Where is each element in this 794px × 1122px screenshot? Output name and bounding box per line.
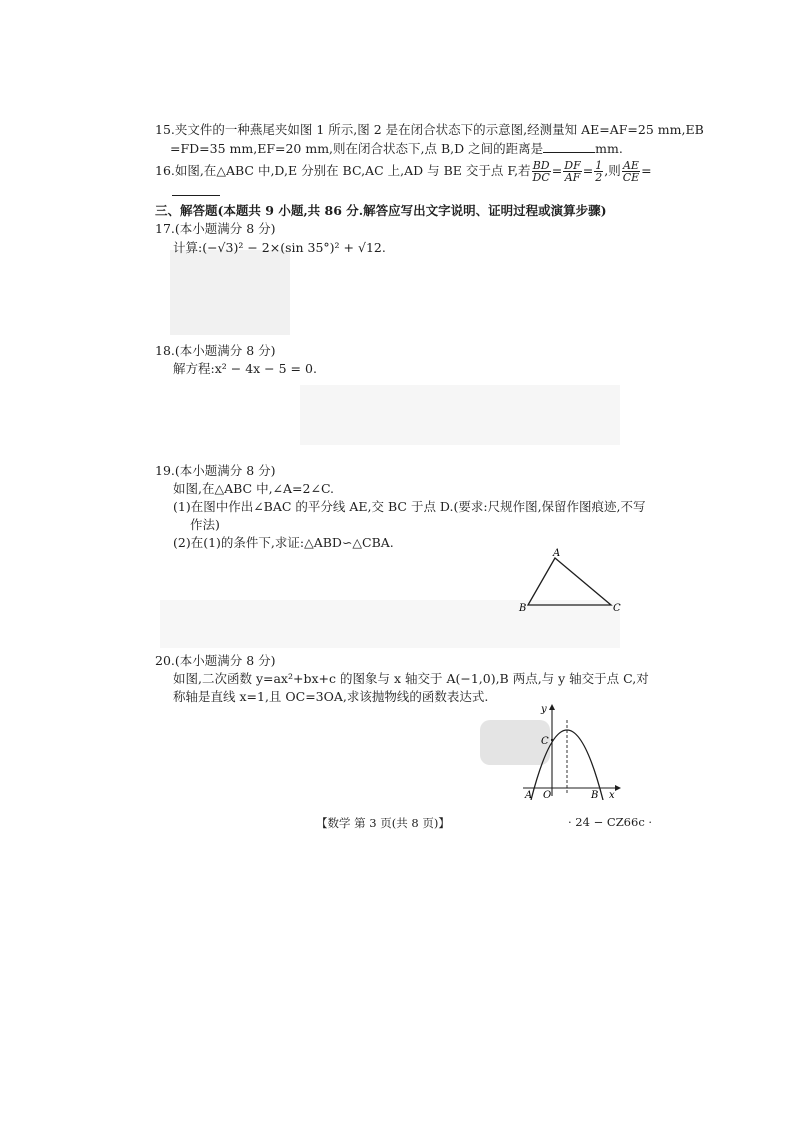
q15-line2-text: =FD=35 mm,EF=20 mm,则在闭合状态下,点 B,D 之间的距离是 (170, 141, 544, 156)
x-axis-arrow (615, 785, 621, 791)
y-axis-arrow (549, 704, 555, 710)
q19-line4: (2)在(1)的条件下,求证:△ABD∽△CBA. (173, 535, 394, 550)
footer-page-info: 【数学 第 3 页(共 8 页)】 (316, 816, 450, 830)
q16-text-then: ,则 (604, 163, 621, 178)
footer-code: · 24 − CZ66c · (568, 815, 653, 829)
q19-triangle-figure (515, 548, 625, 618)
q16-frac-bd-dc (532, 160, 551, 183)
scan-shadow (170, 250, 290, 335)
scan-shadow (300, 385, 620, 445)
q16-frac-df-af (563, 160, 581, 183)
axis-label-y: y (541, 704, 547, 715)
q20-title: 20.(本小题满分 8 分) (155, 653, 276, 668)
frac-den: AF (564, 171, 581, 184)
q16-frac-half (594, 160, 603, 183)
point-label-b: B (591, 790, 599, 800)
q19-line2: (1)在图中作出∠BAC 的平分线 AE,交 BC 于点 D.(要求:尺规作图,保留作图痕迹,不写 (173, 499, 646, 514)
point-label-c: C (541, 736, 549, 747)
q20-parabola-figure (515, 700, 625, 800)
q16-line (155, 158, 652, 184)
frac-num: DF (564, 159, 581, 172)
frac-num: 1 (595, 159, 603, 172)
frac-den: CE (622, 171, 640, 184)
frac-den: DC (532, 171, 550, 184)
triangle-abc (528, 558, 611, 605)
equals-sign: = (582, 163, 594, 178)
q18-body: 解方程:x² − 4x − 5 = 0. (173, 361, 317, 376)
q15-unit: mm. (595, 141, 623, 156)
point-label-a: A (525, 790, 533, 800)
equals-sign: = (641, 163, 652, 178)
q19-title: 19.(本小题满分 8 分) (155, 463, 276, 478)
vertex-label-b: B (519, 603, 527, 614)
q17-title: 17.(本小题满分 8 分) (155, 221, 276, 236)
q16-frac-ae-ce (622, 160, 640, 183)
point-label-o: O (543, 790, 552, 800)
q19-line3: 作法) (190, 517, 220, 532)
q19-line1: 如图,在△ABC 中,∠A=2∠C. (173, 481, 335, 496)
q15-answer-blank[interactable] (543, 152, 595, 153)
q20-line2: 称轴是直线 x=1,且 OC=3OA,求该抛物线的函数表达式. (173, 689, 489, 704)
q16-text: 16.如图,在△ABC 中,D,E 分别在 BC,AC 上,AD 与 BE 交于点 F,若 (155, 163, 531, 178)
q20-line1: 如图,二次函数 y=ax²+bx+c 的图象与 x 轴交于 A(−1,0),B 两点,与 y 轴交于点 C,对 (173, 671, 649, 686)
q15-line2 (170, 140, 623, 157)
frac-num: BD (532, 159, 550, 172)
q16-answer-blank[interactable] (172, 195, 220, 196)
equals-sign: = (551, 163, 563, 178)
vertex-label-c: C (613, 603, 621, 614)
frac-den: 2 (595, 171, 603, 184)
q17-body: 计算:(−√3)² − 2×(sin 35°)² + √12. (173, 240, 386, 255)
section-3-heading: 三、解答题(本题共 9 小题,共 86 分.解答应写出文字说明、证明过程或演算步骤) (155, 203, 607, 218)
frac-num: AE (622, 159, 639, 172)
point-c (551, 739, 553, 741)
q18-title: 18.(本小题满分 8 分) (155, 343, 276, 358)
vertex-label-a: A (553, 548, 561, 559)
q15-line1: 15.夹文件的一种燕尾夹如图 1 所示,图 2 是在闭合状态下的示意图,经测量知 AE=AF=25 mm,EB (155, 122, 704, 137)
axis-label-x: x (609, 790, 615, 800)
